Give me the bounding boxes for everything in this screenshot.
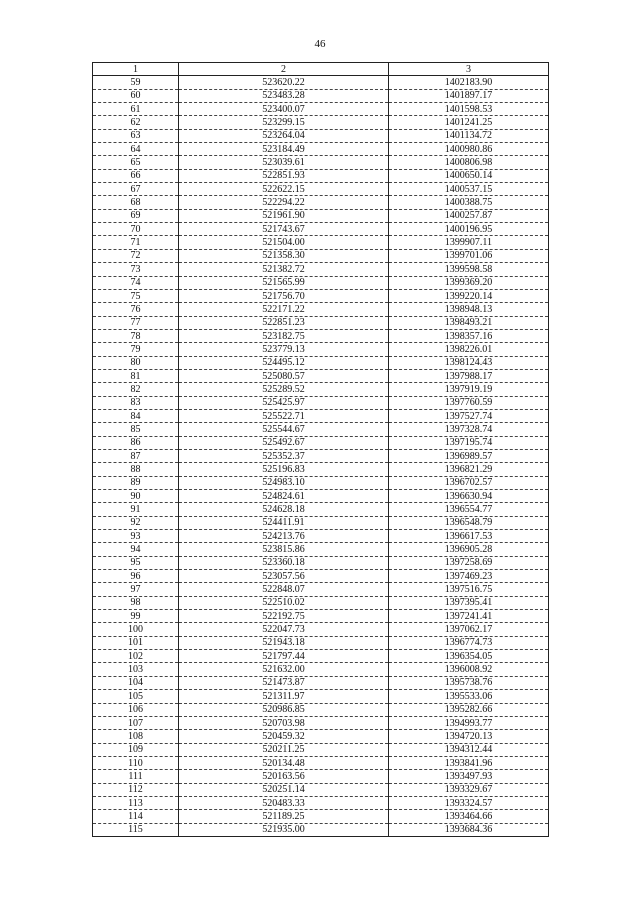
y-coordinate-cell: 1394993.77 bbox=[389, 716, 549, 729]
point-number-cell: 106 bbox=[93, 703, 179, 716]
x-coordinate-cell: 522294.22 bbox=[179, 196, 389, 209]
point-number-cell: 91 bbox=[93, 503, 179, 516]
x-coordinate-cell: 521382.72 bbox=[179, 263, 389, 276]
point-number-cell: 78 bbox=[93, 329, 179, 342]
x-coordinate-cell: 522047.73 bbox=[179, 623, 389, 636]
y-coordinate-cell: 1401897.17 bbox=[389, 89, 549, 102]
x-coordinate-cell: 524411.91 bbox=[179, 516, 389, 529]
table-row bbox=[93, 183, 549, 196]
x-coordinate-cell: 521756.70 bbox=[179, 289, 389, 302]
x-coordinate-cell: 523620.22 bbox=[179, 76, 389, 89]
y-coordinate-cell: 1400388.75 bbox=[389, 196, 549, 209]
table-row bbox=[93, 770, 549, 783]
y-coordinate-cell: 1396821.29 bbox=[389, 463, 549, 476]
point-number-cell: 63 bbox=[93, 129, 179, 142]
point-number-cell: 103 bbox=[93, 663, 179, 676]
y-coordinate-cell: 1399220.14 bbox=[389, 289, 549, 302]
table-row bbox=[93, 449, 549, 462]
y-coordinate-cell: 1400537.15 bbox=[389, 183, 549, 196]
table-row bbox=[93, 423, 549, 436]
y-coordinate-cell: 1398124.43 bbox=[389, 356, 549, 369]
point-number-cell: 76 bbox=[93, 303, 179, 316]
y-coordinate-cell: 1400196.95 bbox=[389, 223, 549, 236]
y-coordinate-cell: 1396989.57 bbox=[389, 449, 549, 462]
table-row bbox=[93, 76, 549, 89]
x-coordinate-cell: 521311.97 bbox=[179, 690, 389, 703]
x-coordinate-cell: 521743.67 bbox=[179, 223, 389, 236]
x-coordinate-cell: 521565.99 bbox=[179, 276, 389, 289]
table-row bbox=[93, 583, 549, 596]
table-row bbox=[93, 289, 549, 302]
y-coordinate-cell: 1395738.76 bbox=[389, 676, 549, 689]
point-number-cell: 108 bbox=[93, 730, 179, 743]
point-number-cell: 102 bbox=[93, 650, 179, 663]
table-row bbox=[93, 690, 549, 703]
point-number-cell: 87 bbox=[93, 449, 179, 462]
y-coordinate-cell: 1397258.69 bbox=[389, 556, 549, 569]
point-number-cell: 59 bbox=[93, 76, 179, 89]
point-number-cell: 88 bbox=[93, 463, 179, 476]
table-row bbox=[93, 356, 549, 369]
y-coordinate-cell: 1393684.36 bbox=[389, 823, 549, 836]
x-coordinate-cell: 525352.37 bbox=[179, 449, 389, 462]
y-coordinate-cell: 1399598.58 bbox=[389, 263, 549, 276]
y-coordinate-cell: 1397469.23 bbox=[389, 570, 549, 583]
y-coordinate-cell: 1402183.90 bbox=[389, 76, 549, 89]
point-number-cell: 77 bbox=[93, 316, 179, 329]
y-coordinate-cell: 1394720.13 bbox=[389, 730, 549, 743]
table-row bbox=[93, 169, 549, 182]
y-coordinate-cell: 1397527.74 bbox=[389, 409, 549, 422]
table-row bbox=[93, 303, 549, 316]
column-header-y: 3 bbox=[389, 63, 549, 76]
point-number-cell: 79 bbox=[93, 343, 179, 356]
table-row bbox=[93, 570, 549, 583]
y-coordinate-cell: 1399907.11 bbox=[389, 236, 549, 249]
point-number-cell: 115 bbox=[93, 823, 179, 836]
point-number-cell: 66 bbox=[93, 169, 179, 182]
table-row bbox=[93, 129, 549, 142]
x-coordinate-cell: 523400.07 bbox=[179, 103, 389, 116]
point-number-cell: 94 bbox=[93, 543, 179, 556]
x-coordinate-cell: 521358.30 bbox=[179, 249, 389, 262]
x-coordinate-cell: 521504.00 bbox=[179, 236, 389, 249]
point-number-cell: 113 bbox=[93, 796, 179, 809]
table-row bbox=[93, 543, 549, 556]
x-coordinate-cell: 523299.15 bbox=[179, 116, 389, 129]
x-coordinate-cell: 520459.32 bbox=[179, 730, 389, 743]
x-coordinate-cell: 523184.49 bbox=[179, 143, 389, 156]
x-coordinate-cell: 523779.13 bbox=[179, 343, 389, 356]
point-number-cell: 86 bbox=[93, 436, 179, 449]
table-row bbox=[93, 756, 549, 769]
y-coordinate-cell: 1397919.19 bbox=[389, 383, 549, 396]
table-row bbox=[93, 89, 549, 102]
y-coordinate-cell: 1394312.44 bbox=[389, 743, 549, 756]
point-number-cell: 109 bbox=[93, 743, 179, 756]
point-number-cell: 75 bbox=[93, 289, 179, 302]
y-coordinate-cell: 1393329.67 bbox=[389, 783, 549, 796]
x-coordinate-cell: 520163.56 bbox=[179, 770, 389, 783]
y-coordinate-cell: 1398948.13 bbox=[389, 303, 549, 316]
point-number-cell: 68 bbox=[93, 196, 179, 209]
y-coordinate-cell: 1395282.66 bbox=[389, 703, 549, 716]
x-coordinate-cell: 524824.61 bbox=[179, 490, 389, 503]
x-coordinate-cell: 523483.28 bbox=[179, 89, 389, 102]
y-coordinate-cell: 1400806.98 bbox=[389, 156, 549, 169]
y-coordinate-cell: 1398226.01 bbox=[389, 343, 549, 356]
point-number-cell: 85 bbox=[93, 423, 179, 436]
table-row bbox=[93, 596, 549, 609]
point-number-cell: 83 bbox=[93, 396, 179, 409]
x-coordinate-cell: 525492.67 bbox=[179, 436, 389, 449]
y-coordinate-cell: 1398493.21 bbox=[389, 316, 549, 329]
x-coordinate-cell: 524495.12 bbox=[179, 356, 389, 369]
x-coordinate-cell: 523815.86 bbox=[179, 543, 389, 556]
table-row bbox=[93, 156, 549, 169]
table-row bbox=[93, 209, 549, 222]
x-coordinate-cell: 520134.48 bbox=[179, 756, 389, 769]
table-row bbox=[93, 103, 549, 116]
x-coordinate-cell: 523264.04 bbox=[179, 129, 389, 142]
point-number-cell: 80 bbox=[93, 356, 179, 369]
y-coordinate-cell: 1397516.75 bbox=[389, 583, 549, 596]
y-coordinate-cell: 1397241.41 bbox=[389, 610, 549, 623]
table-row bbox=[93, 796, 549, 809]
x-coordinate-cell: 523182.75 bbox=[179, 329, 389, 342]
x-coordinate-cell: 520211.25 bbox=[179, 743, 389, 756]
table-row bbox=[93, 383, 549, 396]
x-coordinate-cell: 520483.33 bbox=[179, 796, 389, 809]
table-row bbox=[93, 823, 549, 836]
y-coordinate-cell: 1401598.53 bbox=[389, 103, 549, 116]
point-number-cell: 82 bbox=[93, 383, 179, 396]
x-coordinate-cell: 524213.76 bbox=[179, 530, 389, 543]
table-row bbox=[93, 743, 549, 756]
y-coordinate-cell: 1400980.86 bbox=[389, 143, 549, 156]
x-coordinate-cell: 521935.00 bbox=[179, 823, 389, 836]
point-number-cell: 64 bbox=[93, 143, 179, 156]
table-body bbox=[93, 76, 549, 837]
table-row bbox=[93, 316, 549, 329]
point-number-cell: 98 bbox=[93, 596, 179, 609]
table-row bbox=[93, 783, 549, 796]
point-number-cell: 111 bbox=[93, 770, 179, 783]
table-row bbox=[93, 249, 549, 262]
y-coordinate-cell: 1395533.06 bbox=[389, 690, 549, 703]
y-coordinate-cell: 1400650.14 bbox=[389, 169, 549, 182]
table-row bbox=[93, 409, 549, 422]
y-coordinate-cell: 1396905.28 bbox=[389, 543, 549, 556]
point-number-cell: 105 bbox=[93, 690, 179, 703]
table-row bbox=[93, 369, 549, 382]
x-coordinate-cell: 522510.02 bbox=[179, 596, 389, 609]
table-row bbox=[93, 476, 549, 489]
point-number-cell: 71 bbox=[93, 236, 179, 249]
table-row bbox=[93, 236, 549, 249]
y-coordinate-cell: 1398357.16 bbox=[389, 329, 549, 342]
point-number-cell: 99 bbox=[93, 610, 179, 623]
point-number-cell: 67 bbox=[93, 183, 179, 196]
y-coordinate-cell: 1393324.57 bbox=[389, 796, 549, 809]
point-number-cell: 69 bbox=[93, 209, 179, 222]
table-row bbox=[93, 530, 549, 543]
table-row bbox=[93, 143, 549, 156]
table-row bbox=[93, 490, 549, 503]
x-coordinate-cell: 525196.83 bbox=[179, 463, 389, 476]
table-row bbox=[93, 610, 549, 623]
x-coordinate-cell: 521797.44 bbox=[179, 650, 389, 663]
y-coordinate-cell: 1396548.79 bbox=[389, 516, 549, 529]
table-row bbox=[93, 196, 549, 209]
x-coordinate-cell: 525425.97 bbox=[179, 396, 389, 409]
y-coordinate-cell: 1396554.77 bbox=[389, 503, 549, 516]
point-number-cell: 97 bbox=[93, 583, 179, 596]
point-number-cell: 101 bbox=[93, 636, 179, 649]
x-coordinate-cell: 523360.18 bbox=[179, 556, 389, 569]
page-number: 46 bbox=[314, 38, 326, 50]
table-row bbox=[93, 116, 549, 129]
table-row bbox=[93, 503, 549, 516]
y-coordinate-cell: 1401241.25 bbox=[389, 116, 549, 129]
point-number-cell: 95 bbox=[93, 556, 179, 569]
x-coordinate-cell: 520251.14 bbox=[179, 783, 389, 796]
y-coordinate-cell: 1393497.93 bbox=[389, 770, 549, 783]
x-coordinate-cell: 521943.18 bbox=[179, 636, 389, 649]
point-number-cell: 110 bbox=[93, 756, 179, 769]
table-row bbox=[93, 329, 549, 342]
table-row bbox=[93, 676, 549, 689]
column-header-point: 1 bbox=[93, 63, 179, 76]
point-number-cell: 92 bbox=[93, 516, 179, 529]
x-coordinate-cell: 522851.93 bbox=[179, 169, 389, 182]
point-number-cell: 74 bbox=[93, 276, 179, 289]
table-row bbox=[93, 263, 549, 276]
y-coordinate-cell: 1393841.96 bbox=[389, 756, 549, 769]
x-coordinate-cell: 523039.61 bbox=[179, 156, 389, 169]
x-coordinate-cell: 524983.10 bbox=[179, 476, 389, 489]
point-number-cell: 112 bbox=[93, 783, 179, 796]
coordinates-table bbox=[92, 62, 549, 837]
point-number-cell: 81 bbox=[93, 369, 179, 382]
y-coordinate-cell: 1399369.20 bbox=[389, 276, 549, 289]
table-row bbox=[93, 436, 549, 449]
point-number-cell: 65 bbox=[93, 156, 179, 169]
y-coordinate-cell: 1397328.74 bbox=[389, 423, 549, 436]
point-number-cell: 96 bbox=[93, 570, 179, 583]
y-coordinate-cell: 1397062.17 bbox=[389, 623, 549, 636]
table-row bbox=[93, 730, 549, 743]
x-coordinate-cell: 520703.98 bbox=[179, 716, 389, 729]
point-number-cell: 60 bbox=[93, 89, 179, 102]
x-coordinate-cell: 522851.23 bbox=[179, 316, 389, 329]
table-row bbox=[93, 223, 549, 236]
point-number-cell: 84 bbox=[93, 409, 179, 422]
table-header-row bbox=[93, 63, 549, 76]
table-row bbox=[93, 343, 549, 356]
x-coordinate-cell: 525080.57 bbox=[179, 369, 389, 382]
y-coordinate-cell: 1396008.92 bbox=[389, 663, 549, 676]
point-number-cell: 114 bbox=[93, 810, 179, 823]
y-coordinate-cell: 1399701.06 bbox=[389, 249, 549, 262]
x-coordinate-cell: 525289.52 bbox=[179, 383, 389, 396]
y-coordinate-cell: 1397760.59 bbox=[389, 396, 549, 409]
x-coordinate-cell: 522848.07 bbox=[179, 583, 389, 596]
y-coordinate-cell: 1400257.87 bbox=[389, 209, 549, 222]
point-number-cell: 104 bbox=[93, 676, 179, 689]
point-number-cell: 70 bbox=[93, 223, 179, 236]
y-coordinate-cell: 1397395.41 bbox=[389, 596, 549, 609]
y-coordinate-cell: 1396617.53 bbox=[389, 530, 549, 543]
x-coordinate-cell: 521961.90 bbox=[179, 209, 389, 222]
y-coordinate-cell: 1396354.05 bbox=[389, 650, 549, 663]
point-number-cell: 100 bbox=[93, 623, 179, 636]
y-coordinate-cell: 1396630.94 bbox=[389, 490, 549, 503]
point-number-cell: 90 bbox=[93, 490, 179, 503]
y-coordinate-cell: 1393464.66 bbox=[389, 810, 549, 823]
point-number-cell: 73 bbox=[93, 263, 179, 276]
table-row bbox=[93, 703, 549, 716]
table-row bbox=[93, 556, 549, 569]
x-coordinate-cell: 525522.71 bbox=[179, 409, 389, 422]
x-coordinate-cell: 522192.75 bbox=[179, 610, 389, 623]
table-row bbox=[93, 636, 549, 649]
point-number-cell: 62 bbox=[93, 116, 179, 129]
x-coordinate-cell: 524628.18 bbox=[179, 503, 389, 516]
table-row bbox=[93, 516, 549, 529]
y-coordinate-cell: 1401134.72 bbox=[389, 129, 549, 142]
table-row bbox=[93, 716, 549, 729]
x-coordinate-cell: 521189.25 bbox=[179, 810, 389, 823]
table-row bbox=[93, 810, 549, 823]
table-row bbox=[93, 396, 549, 409]
x-coordinate-cell: 522622.15 bbox=[179, 183, 389, 196]
table-row bbox=[93, 276, 549, 289]
point-number-cell: 61 bbox=[93, 103, 179, 116]
point-number-cell: 93 bbox=[93, 530, 179, 543]
x-coordinate-cell: 523057.56 bbox=[179, 570, 389, 583]
column-header-x: 2 bbox=[179, 63, 389, 76]
x-coordinate-cell: 522171.22 bbox=[179, 303, 389, 316]
point-number-cell: 89 bbox=[93, 476, 179, 489]
x-coordinate-cell: 521473.87 bbox=[179, 676, 389, 689]
table-row bbox=[93, 663, 549, 676]
point-number-cell: 107 bbox=[93, 716, 179, 729]
y-coordinate-cell: 1397195.74 bbox=[389, 436, 549, 449]
table-row bbox=[93, 623, 549, 636]
x-coordinate-cell: 521632.00 bbox=[179, 663, 389, 676]
x-coordinate-cell: 525544.67 bbox=[179, 423, 389, 436]
y-coordinate-cell: 1396774.73 bbox=[389, 636, 549, 649]
table-row bbox=[93, 463, 549, 476]
table-row bbox=[93, 650, 549, 663]
point-number-cell: 72 bbox=[93, 249, 179, 262]
y-coordinate-cell: 1397988.17 bbox=[389, 369, 549, 382]
x-coordinate-cell: 520986.85 bbox=[179, 703, 389, 716]
y-coordinate-cell: 1396702.57 bbox=[389, 476, 549, 489]
